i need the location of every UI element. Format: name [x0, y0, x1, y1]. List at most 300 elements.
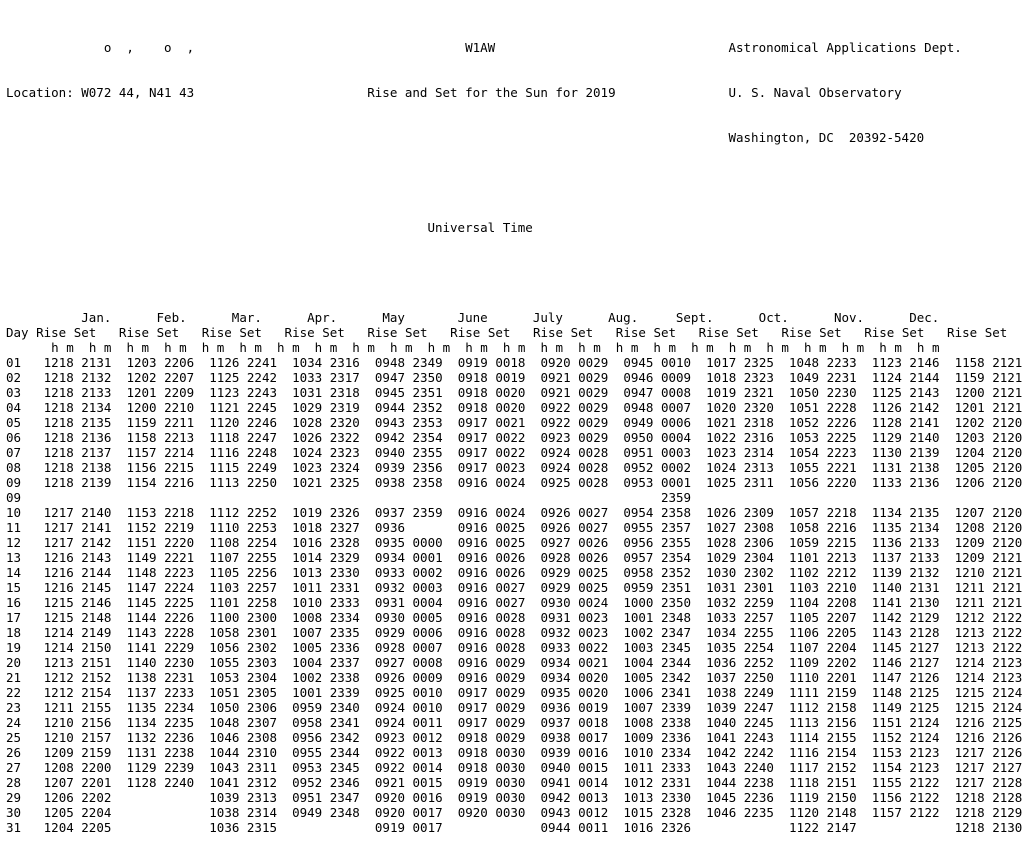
rise-time: 1159	[126, 415, 157, 430]
table-row	[6, 685, 1022, 700]
rise-time: 1119	[788, 790, 820, 805]
rise-time: 1218	[43, 430, 74, 445]
set-time: 0020	[578, 685, 609, 700]
set-time: 2350	[660, 595, 692, 610]
set-time: 2328	[660, 805, 692, 820]
day-number: 16	[6, 595, 22, 610]
set-time: 0014	[578, 775, 609, 790]
set-time: 2205	[826, 625, 857, 640]
set-time: 2247	[246, 430, 278, 445]
month-label: Feb.	[156, 310, 187, 325]
time-label: Universal Time	[427, 220, 533, 235]
set-time: 0016	[412, 790, 443, 805]
set-time: 2334	[329, 610, 360, 625]
rise-time: 0933	[540, 640, 571, 655]
observatory-address: Washington, DC 20392-5420	[728, 130, 925, 145]
set-time: 2139	[81, 475, 112, 490]
set-time: 2120	[992, 505, 1022, 520]
rise-time: 0926	[540, 505, 571, 520]
rise-time: 1042	[706, 745, 737, 760]
set-time: 2133	[81, 385, 112, 400]
rise-time: 0947	[623, 385, 654, 400]
rise-time: 0923	[374, 730, 405, 745]
rise-column-header: Rise	[201, 325, 232, 340]
set-time: 2255	[743, 625, 774, 640]
set-time: 2225	[164, 595, 195, 610]
rise-time: 1013	[292, 565, 323, 580]
rise-time: 1045	[706, 790, 737, 805]
rise-time: 0959	[623, 580, 654, 595]
rise-time: 1007	[292, 625, 323, 640]
rise-time: 0918	[457, 730, 488, 745]
set-time: 2346	[329, 775, 360, 790]
month-label: May	[382, 310, 405, 325]
rise-time: 1213	[954, 640, 985, 655]
rise-time: 1104	[788, 595, 820, 610]
set-time: 0017	[412, 820, 443, 835]
rise-time: 1053	[209, 670, 240, 685]
rise-time: 1149	[126, 550, 157, 565]
set-time: 2333	[660, 760, 692, 775]
units-label: h m	[352, 340, 375, 355]
set-time: 2226	[826, 415, 857, 430]
day-number: 12	[6, 535, 22, 550]
set-time: 2254	[246, 535, 278, 550]
rise-time: 1139	[871, 565, 902, 580]
rise-time: 0945	[623, 355, 654, 370]
set-time: 2122	[992, 640, 1022, 655]
set-time: 2150	[81, 640, 112, 655]
rise-time: 0917	[457, 430, 488, 445]
rise-time	[623, 490, 653, 505]
rise-time: 1029	[292, 400, 323, 415]
table-row	[6, 550, 1022, 565]
rise-time: 0936	[540, 700, 571, 715]
set-time: 2152	[826, 760, 857, 775]
set-time: 2326	[660, 820, 692, 835]
rise-time: 1000	[623, 595, 654, 610]
set-time: 2123	[909, 760, 940, 775]
set-time: 2207	[826, 610, 857, 625]
set-time: 2356	[412, 460, 443, 475]
rise-time: 1022	[706, 430, 737, 445]
set-time: 2138	[909, 460, 940, 475]
rise-time: 1111	[788, 685, 820, 700]
table-row	[6, 505, 1022, 520]
day-number: 02	[6, 370, 22, 385]
set-time: 2243	[743, 730, 774, 745]
rise-time: 1201	[954, 400, 985, 415]
rise-time: 1011	[623, 760, 654, 775]
table-row	[6, 790, 1022, 805]
set-time: 2225	[826, 430, 857, 445]
rise-time: 1210	[43, 730, 74, 745]
rise-time: 1125	[209, 370, 240, 385]
rise-time: 1216	[954, 715, 985, 730]
rise-time: 1151	[126, 535, 157, 550]
set-time: 2121	[992, 370, 1022, 385]
rise-time: 0917	[457, 715, 488, 730]
set-time: 2129	[909, 610, 940, 625]
rise-time: 1144	[126, 610, 157, 625]
set-time: 2327	[329, 520, 360, 535]
rise-time: 1107	[788, 640, 820, 655]
rise-time: 0918	[457, 370, 488, 385]
set-time: 2140	[909, 430, 940, 445]
set-time: 2133	[909, 535, 940, 550]
table-row	[6, 565, 1022, 580]
set-time: 0021	[578, 655, 609, 670]
blank-line	[6, 265, 955, 280]
rise-time: 1044	[209, 745, 240, 760]
rise-time: 0918	[457, 745, 488, 760]
day-number: 11	[6, 520, 22, 535]
month-label: Dec.	[909, 310, 940, 325]
set-time: 2257	[743, 610, 774, 625]
table-row	[6, 400, 1022, 415]
rise-time: 1211	[43, 700, 74, 715]
set-time	[744, 820, 774, 835]
set-time: 2344	[329, 745, 360, 760]
set-time: 2144	[909, 370, 940, 385]
table-row	[6, 595, 1022, 610]
set-time: 2245	[246, 400, 278, 415]
set-time: 0001	[660, 475, 692, 490]
rise-time: 0924	[374, 715, 405, 730]
rise-time: 0952	[623, 460, 654, 475]
set-time: 2316	[743, 430, 774, 445]
rise-time: 0917	[457, 445, 488, 460]
set-time: 2215	[826, 535, 857, 550]
month-header-row	[6, 310, 955, 325]
set-time: 2120	[992, 520, 1022, 535]
rise-time: 1105	[788, 610, 820, 625]
day-number: 07	[6, 445, 22, 460]
day-number: 30	[6, 805, 22, 820]
rise-time: 0916	[457, 505, 488, 520]
set-time: 2224	[164, 580, 195, 595]
set-time: 2233	[164, 685, 195, 700]
set-time: 2305	[246, 685, 278, 700]
set-time: 2154	[81, 685, 112, 700]
table-row	[6, 625, 1022, 640]
rise-time: 1004	[623, 655, 654, 670]
set-time: 0029	[495, 715, 526, 730]
location-label: Location: W072 44, N41 43	[6, 85, 195, 100]
set-time: 2138	[81, 460, 112, 475]
rise-time: 1217	[954, 775, 985, 790]
rise-time: 1109	[788, 655, 820, 670]
set-time: 2202	[81, 790, 112, 805]
day-number: 09	[6, 475, 22, 490]
set-time: 2352	[660, 565, 692, 580]
rise-time: 1034	[706, 625, 737, 640]
time-label-line	[6, 220, 955, 235]
set-time: 0029	[578, 355, 609, 370]
rise-time: 1153	[871, 745, 902, 760]
rise-time: 1108	[209, 535, 240, 550]
rise-time: 1110	[209, 520, 240, 535]
rise-time	[126, 820, 156, 835]
rise-time: 1031	[292, 385, 323, 400]
rise-time: 1007	[623, 700, 654, 715]
set-time: 0029	[495, 685, 526, 700]
set-time: 2240	[743, 760, 774, 775]
set-time: 2128	[909, 625, 940, 640]
month-label: June	[457, 310, 488, 325]
set-time: 0011	[412, 715, 443, 730]
rise-time: 0916	[457, 475, 488, 490]
set-time: 2252	[246, 505, 278, 520]
set-time: 2337	[329, 655, 360, 670]
rise-time: 0955	[623, 520, 654, 535]
rise-time: 1033	[706, 610, 737, 625]
rise-time: 0917	[457, 685, 488, 700]
rise-time: 1116	[209, 445, 240, 460]
set-time	[992, 490, 1022, 505]
rise-time: 1110	[788, 670, 820, 685]
rise-time: 1001	[292, 685, 323, 700]
rise-time: 1016	[623, 820, 654, 835]
set-time: 2142	[909, 400, 940, 415]
set-time: 2205	[81, 820, 112, 835]
day-column-header: Day	[6, 325, 29, 340]
rise-time: 1054	[788, 445, 820, 460]
set-time: 2351	[660, 580, 692, 595]
rise-time: 1028	[292, 415, 323, 430]
set-time: 2135	[909, 505, 940, 520]
rise-time: 1141	[126, 640, 157, 655]
set-time: 2147	[826, 820, 857, 835]
rise-time: 1056	[209, 640, 240, 655]
rise-time: 1049	[788, 370, 820, 385]
set-time: 2235	[164, 715, 195, 730]
set-time: 2223	[826, 445, 857, 460]
set-time: 0020	[578, 670, 609, 685]
rise-time: 1214	[954, 655, 985, 670]
set-time: 2149	[81, 625, 112, 640]
set-time: 2126	[992, 730, 1022, 745]
set-time: 2141	[909, 415, 940, 430]
set-time: 0017	[578, 730, 609, 745]
rise-time: 1134	[126, 715, 157, 730]
rise-time: 1044	[706, 775, 737, 790]
set-time: 0015	[412, 775, 443, 790]
rise-time: 1024	[706, 460, 737, 475]
rise-time: 1206	[954, 475, 985, 490]
set-time: 2334	[660, 745, 692, 760]
rise-time: 0920	[540, 355, 571, 370]
set-time: 0029	[578, 415, 609, 430]
rise-time: 1051	[788, 400, 820, 415]
rise-time: 0946	[623, 370, 654, 385]
rise-time: 0922	[540, 415, 571, 430]
set-time: 2214	[164, 445, 195, 460]
rise-time: 1208	[43, 760, 74, 775]
rise-time: 1026	[292, 430, 323, 445]
rise-time: 1156	[871, 790, 902, 805]
set-time: 2354	[660, 550, 692, 565]
rise-time: 1005	[623, 670, 654, 685]
set-time: 2126	[909, 670, 940, 685]
rise-time	[458, 820, 488, 835]
units-row	[6, 340, 955, 355]
set-time: 2304	[743, 550, 774, 565]
day-number: 13	[6, 550, 22, 565]
units-label: h m	[916, 340, 940, 355]
header-line-3	[6, 130, 955, 145]
set-time: 0019	[578, 700, 609, 715]
rise-time	[872, 490, 902, 505]
month-label: Mar.	[231, 310, 262, 325]
set-time: 2303	[246, 655, 278, 670]
set-time: 2338	[660, 715, 692, 730]
rise-time: 1130	[871, 445, 902, 460]
set-time: 2258	[246, 595, 278, 610]
set-time: 2358	[660, 505, 692, 520]
set-time: 2128	[992, 790, 1022, 805]
rise-time: 1218	[954, 790, 985, 805]
rise-time: 1050	[209, 700, 240, 715]
set-time: 2328	[329, 535, 360, 550]
rise-time: 0938	[374, 475, 405, 490]
rise-time: 1214	[43, 640, 74, 655]
set-time: 0010	[660, 355, 692, 370]
rise-time: 1205	[43, 805, 74, 820]
rise-time: 1145	[126, 595, 157, 610]
rise-time: 0920	[374, 790, 405, 805]
rise-time: 1209	[954, 535, 985, 550]
rise-time: 0916	[457, 610, 488, 625]
rise-time: 1202	[126, 370, 157, 385]
rise-time	[706, 820, 736, 835]
day-number: 09	[6, 490, 22, 505]
rise-time: 0938	[540, 730, 571, 745]
set-time: 2123	[992, 670, 1022, 685]
table-row	[6, 610, 1022, 625]
rise-time: 1043	[706, 760, 737, 775]
set-time: 2151	[81, 655, 112, 670]
rise-time: 1153	[126, 505, 157, 520]
set-time: 2120	[992, 430, 1022, 445]
units-label: h m	[239, 340, 262, 355]
set-time: 0029	[578, 430, 609, 445]
rise-time: 0934	[540, 655, 571, 670]
rise-time: 0929	[374, 625, 405, 640]
set-time: 2336	[329, 640, 360, 655]
set-time: 2300	[246, 610, 278, 625]
rise-time: 1154	[126, 475, 157, 490]
rise-time: 1217	[954, 745, 985, 760]
set-time: 0010	[412, 685, 443, 700]
rise-time: 1037	[706, 670, 737, 685]
set-time: 0012	[412, 730, 443, 745]
rise-time: 1029	[706, 550, 737, 565]
rise-time: 0922	[374, 745, 405, 760]
set-time: 2131	[81, 355, 112, 370]
set-time: 0009	[660, 370, 692, 385]
rise-column-header: Rise	[118, 325, 150, 340]
set-time: 2310	[246, 745, 278, 760]
set-time: 2122	[909, 805, 940, 820]
rise-time: 1214	[954, 670, 985, 685]
set-time: 0022	[578, 640, 609, 655]
set-column-header: Set	[653, 325, 677, 340]
rise-time: 1155	[871, 775, 902, 790]
set-time: 2207	[164, 370, 195, 385]
rise-time: 0926	[540, 520, 571, 535]
rise-time: 0929	[540, 580, 571, 595]
set-time	[81, 490, 111, 505]
rise-time: 1207	[43, 775, 74, 790]
set-time: 0030	[495, 775, 526, 790]
rise-time: 1205	[954, 460, 985, 475]
units-label: h m	[465, 340, 488, 355]
units-label: h m	[51, 340, 74, 355]
rise-time: 1123	[209, 385, 240, 400]
set-time: 0030	[495, 760, 526, 775]
rise-time: 0932	[540, 625, 571, 640]
set-time: 0028	[578, 475, 609, 490]
set-time: 0025	[578, 565, 609, 580]
table-row	[6, 355, 1022, 370]
set-time: 2146	[81, 595, 112, 610]
set-time: 2129	[992, 805, 1022, 820]
day-number: 27	[6, 760, 22, 775]
set-time: 2307	[246, 715, 278, 730]
rise-time: 0916	[457, 520, 488, 535]
rise-time: 1207	[954, 505, 985, 520]
table-row	[6, 535, 1022, 550]
rise-time: 1025	[706, 475, 737, 490]
set-column-header: Set	[901, 325, 925, 340]
day-number: 23	[6, 700, 22, 715]
set-time: 0019	[495, 370, 526, 385]
rise-time: 1058	[788, 520, 820, 535]
station-name: W1AW	[465, 40, 496, 55]
rise-time: 1216	[954, 730, 985, 745]
set-time: 2151	[826, 775, 857, 790]
set-time: 2220	[164, 535, 195, 550]
set-column-header: Set	[487, 325, 511, 340]
set-time: 2228	[164, 625, 195, 640]
rise-time: 1218	[43, 460, 74, 475]
rise-time: 1203	[126, 355, 157, 370]
set-time: 2347	[660, 625, 692, 640]
set-time: 2201	[81, 775, 112, 790]
rise-time: 1026	[706, 505, 737, 520]
set-time: 2301	[246, 625, 278, 640]
set-time: 2223	[164, 565, 195, 580]
units-label: h m	[126, 340, 150, 355]
set-time: 2312	[246, 775, 278, 790]
rise-time: 1120	[788, 805, 820, 820]
rise-time: 0924	[374, 700, 405, 715]
set-time: 2159	[826, 685, 857, 700]
set-time: 2318	[329, 385, 360, 400]
set-time: 2200	[81, 760, 112, 775]
rise-time: 1147	[126, 580, 157, 595]
set-time: 2154	[826, 745, 857, 760]
set-column-header: Set	[570, 325, 594, 340]
rise-time	[955, 490, 985, 505]
units-label: h m	[691, 340, 714, 355]
rise-time: 1140	[126, 655, 157, 670]
table-row	[6, 460, 1022, 475]
rise-time: 0931	[540, 610, 571, 625]
set-time: 0002	[660, 460, 692, 475]
rise-column-header: Rise	[864, 325, 895, 340]
